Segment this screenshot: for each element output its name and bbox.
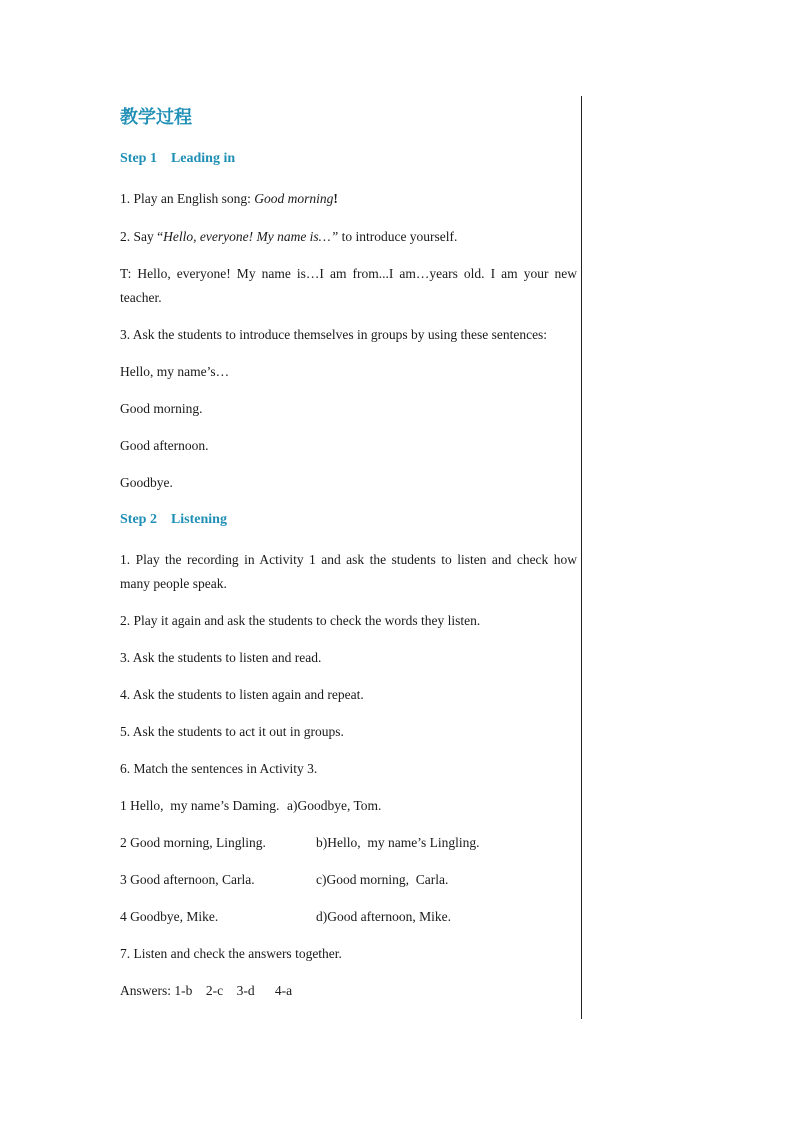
match-right: d)Good afternoon, Mike.	[316, 909, 451, 924]
step1-heading: Step 1 Leading in	[120, 151, 236, 166]
lesson-content	[120, 104, 577, 1003]
teacher-line: T: Hello, everyone! My name is…I am from...I am…years old. I am your new teacher.	[120, 266, 577, 305]
match-right: b)Hello, my name’s Lingling.	[316, 835, 480, 850]
page-title: 教学过程	[120, 107, 192, 128]
match-right: c)Good morning, Carla.	[316, 872, 449, 887]
step2-item4: 4. Ask the students to listen again and repeat.	[120, 687, 364, 702]
match-right: a)Goodbye, Tom.	[287, 798, 382, 813]
step1-item3: 3. Ask the students to introduce themselves in groups by using these sentences:	[120, 327, 548, 342]
step2-heading: Step 2 Listening	[120, 512, 227, 527]
match-row	[120, 831, 577, 855]
step2-item2: 2. Play it again and ask the students to check the words they listen.	[120, 613, 481, 628]
step1-item1: 1. Play an English song: Good morning!	[120, 191, 338, 206]
sentence-good-afternoon: Good afternoon.	[120, 438, 209, 453]
page-divider-line	[581, 96, 582, 1019]
match-left: 2 Good morning, Lingling.	[120, 835, 266, 850]
step2-item5: 5. Ask the students to act it out in groups.	[120, 724, 344, 739]
answers-line: Answers: 1-b 2-c 3-d 4-a	[120, 983, 293, 998]
match-row	[120, 905, 577, 929]
match-left: 1 Hello, my name’s Daming.	[120, 798, 280, 813]
match-row	[120, 868, 577, 892]
match-left: 3 Good afternoon, Carla.	[120, 872, 255, 887]
sentence-goodbye: Goodbye.	[120, 475, 173, 490]
step2-item3: 3. Ask the students to listen and read.	[120, 650, 322, 665]
sentence-good-morning: Good morning.	[120, 401, 203, 416]
match-left: 4 Goodbye, Mike.	[120, 909, 219, 924]
sentence-hello: Hello, my name’s…	[120, 364, 230, 379]
step1-item2: 2. Say “Hello, everyone! My name is…” to introduce yourself.	[120, 229, 458, 244]
match-row	[120, 794, 577, 818]
step2-item6: 6. Match the sentences in Activity 3.	[120, 761, 318, 776]
step2-item1: 1. Play the recording in Activity 1 and ask the students to listen and check how many people speak.	[120, 552, 577, 591]
step2-item7: 7. Listen and check the answers together.	[120, 946, 342, 961]
